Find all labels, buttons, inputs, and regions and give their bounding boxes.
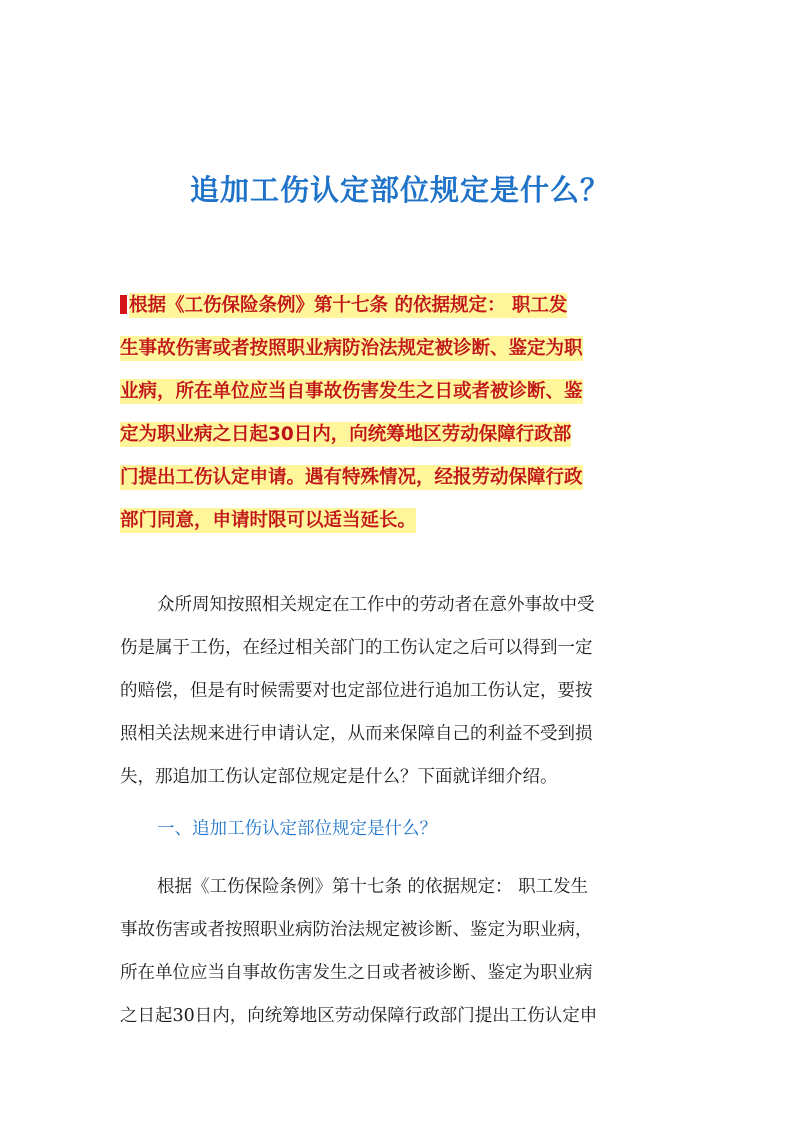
paragraph-line: 伤是属于工伤，在经过相关部门的工伤认定之后可以得到一定 — [120, 638, 593, 658]
highlight-line: 部门同意，申请时限可以适当延长。 — [120, 510, 417, 531]
paragraph-line: 事故伤害或者按照职业病防治法规定被诊断、鉴定为职业病， — [120, 920, 593, 940]
paragraph-line: 众所周知按照相关规定在工作中的劳动者在意外事故中受 — [157, 595, 595, 615]
paragraph-line: 所在单位应当自事故伤害发生之日或者被诊断、鉴定为职业病 — [120, 963, 593, 983]
highlight-line: 定为职业病之日起30日内，向统筹地区劳动保障行政部 — [120, 424, 572, 445]
highlight-line: 根据《工伤保险条例》第十七条 的依据规定： 职工发 — [120, 284, 680, 327]
page-title: 追加工伤认定部位规定是什么？ — [189, 173, 610, 207]
paragraph-line: 之日起30日内，向统筹地区劳动保障行政部门提出工伤认定申 — [120, 1006, 598, 1026]
red-marker-icon — [120, 295, 127, 314]
section-heading: 一、追加工伤认定部位规定是什么？ — [157, 819, 437, 839]
paragraph-line: 失，那追加工伤认定部位规定是什么？下面就详细介绍。 — [120, 767, 558, 787]
highlight-line: 门提出工伤认定申请。遇有特殊情况，经报劳动保障行政 — [120, 467, 583, 488]
section1-paragraph — [120, 866, 685, 1038]
paragraph-line: 根据《工伤保险条例》第十七条 的依据规定： 职工发生 — [157, 877, 589, 897]
highlighted-summary — [120, 284, 680, 542]
paragraph-line: 照相关法规来进行申请认定，从而来保障自己的利益不受到损 — [120, 724, 593, 744]
highlight-line: 生事故伤害或者按照职业病防治法规定被诊断、鉴定为职 — [120, 338, 583, 359]
highlight-line: 业病，所在单位应当自事故伤害发生之日或者被诊断、鉴 — [120, 381, 583, 402]
paragraph-line: 的赔偿，但是有时候需要对也定部位进行追加工伤认定，要按 — [120, 681, 593, 701]
intro-paragraph — [120, 584, 685, 799]
